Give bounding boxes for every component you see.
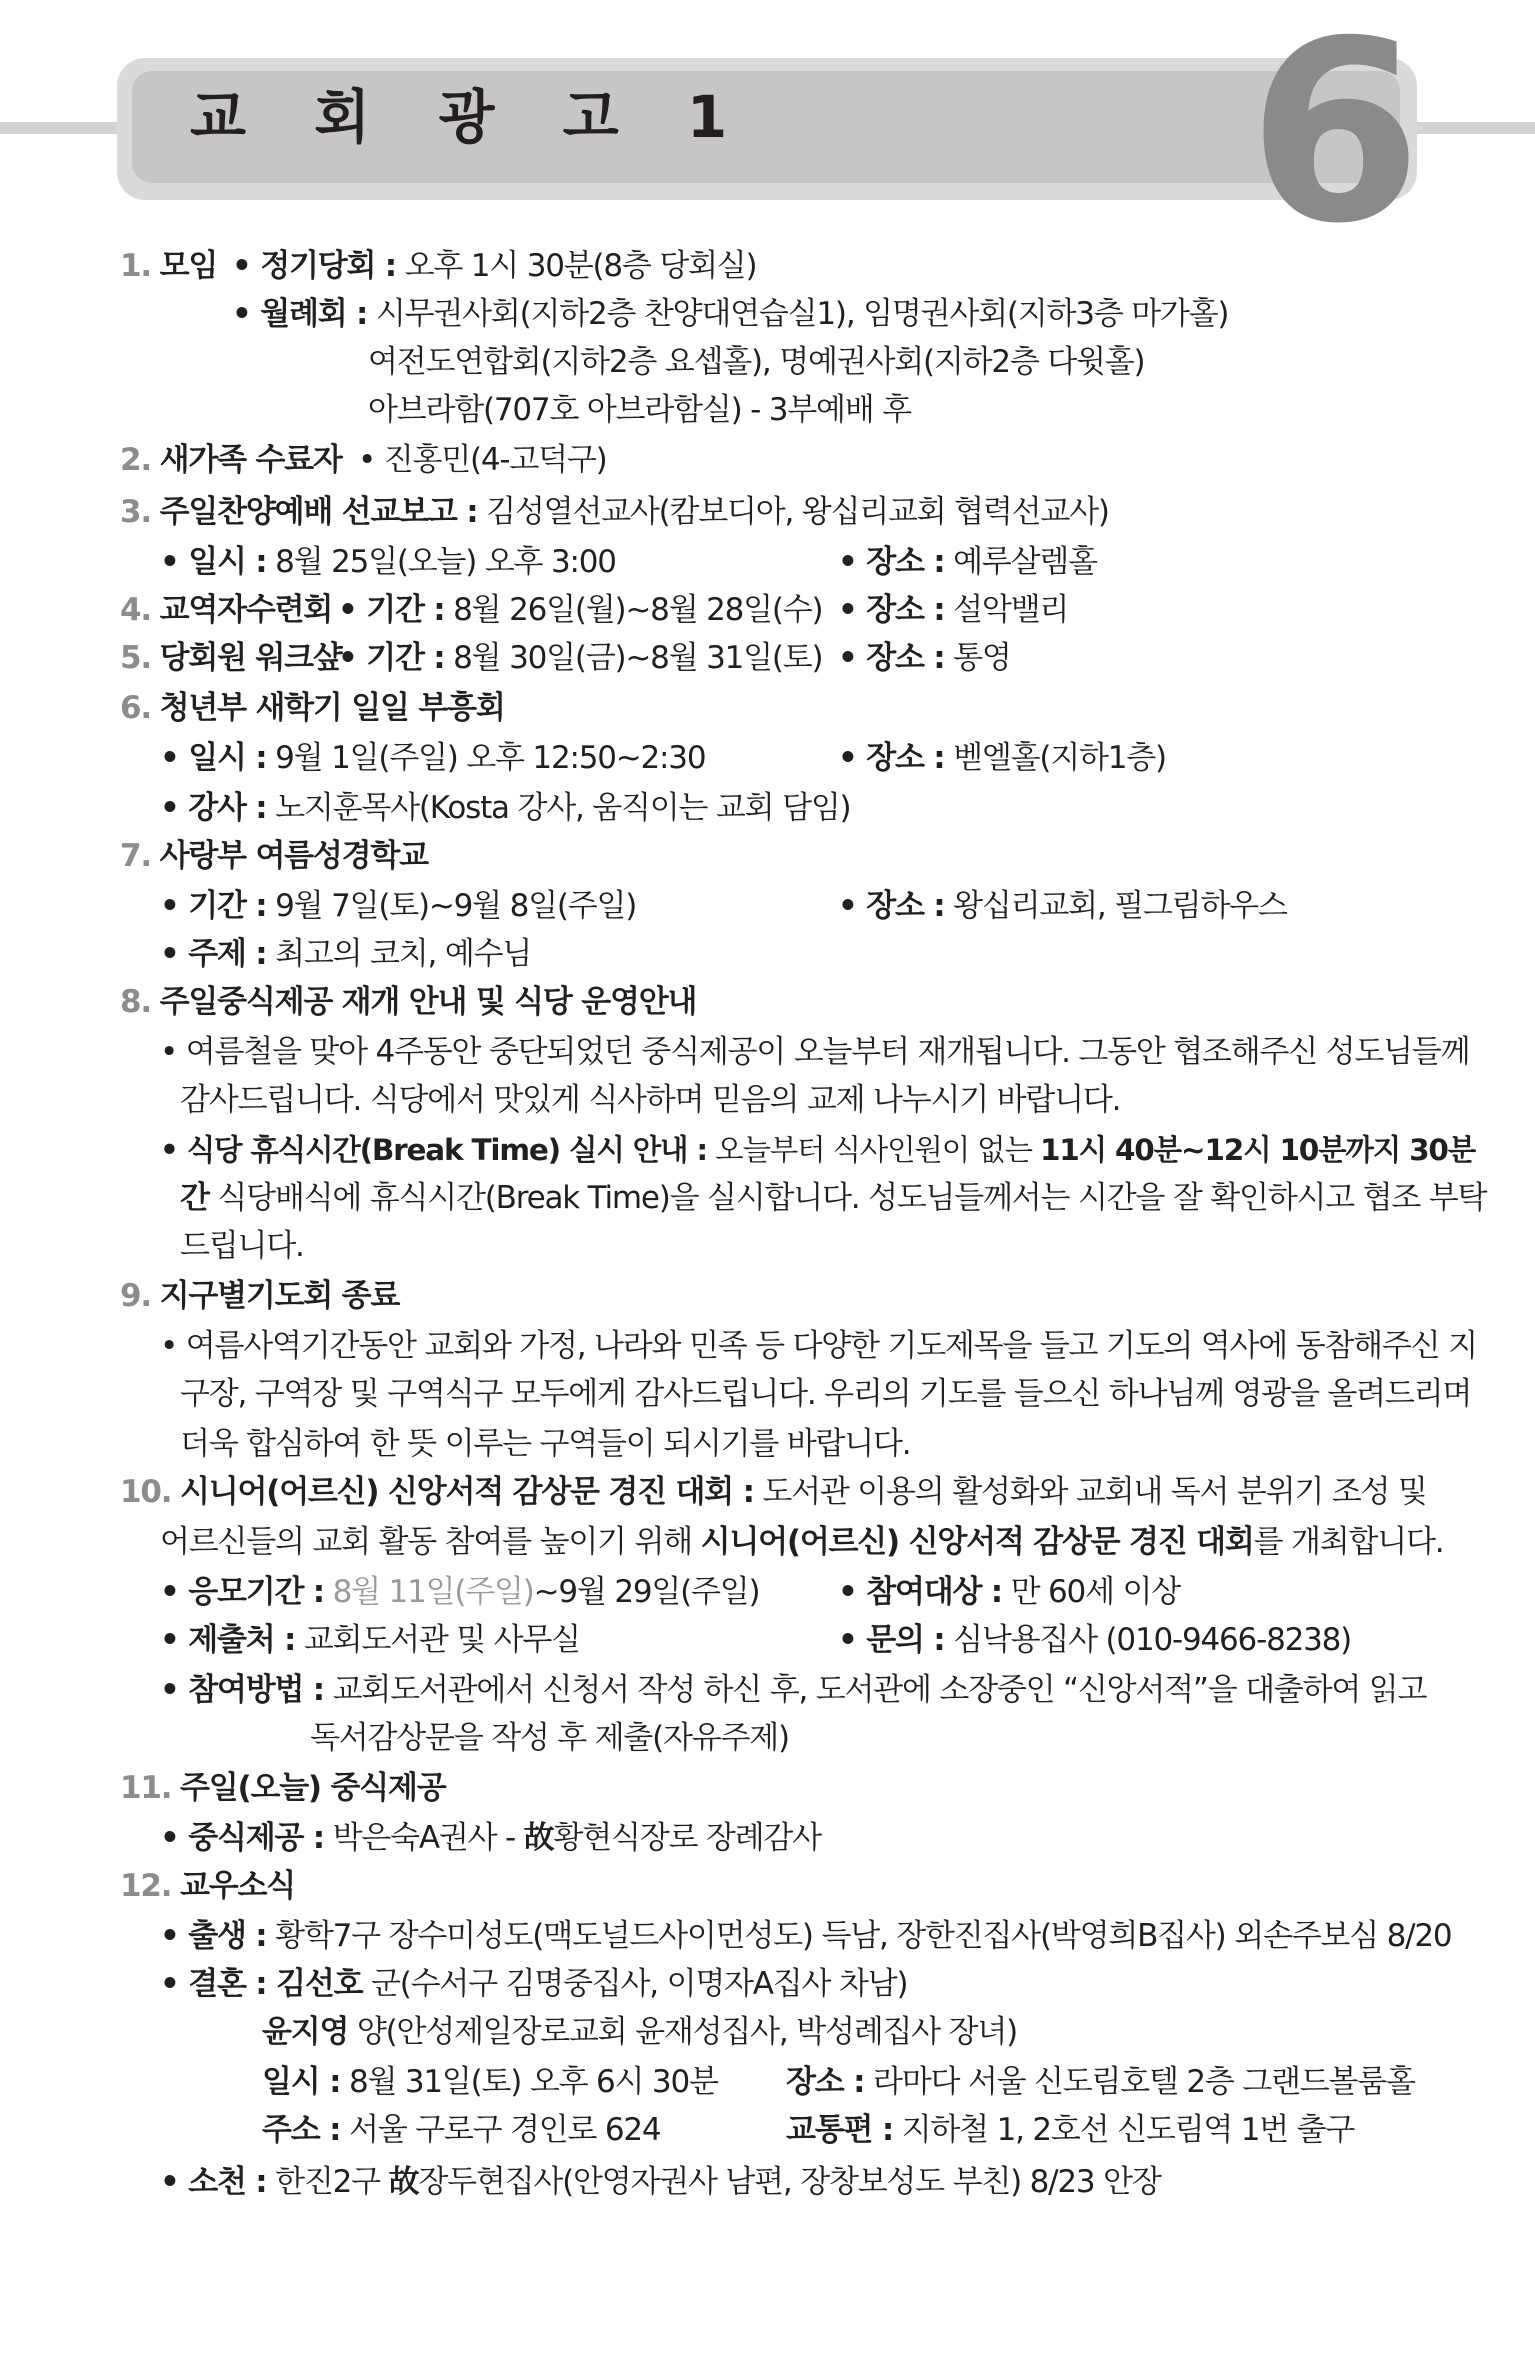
section-6-heading: 6. 청년부 새학기 일일 부흥회 [120, 690, 505, 726]
section-3-place: • 장소 : 예루살렘홀 [838, 544, 1097, 580]
section-7-date: • 기간 : 9월 7일(토)~9월 8일(주일) [160, 888, 637, 924]
section-7-theme: • 주제 : 최고의 코치, 예수님 [160, 936, 532, 972]
section-1-line-1: • 정기당회 : 오후 1시 30분(8층 당회실) [232, 248, 757, 284]
section-3-date: • 일시 : 8월 25일(오늘) 오후 3:00 [160, 544, 616, 580]
section-10-target: • 참여대상 : 만 60세 이상 [838, 1574, 1180, 1610]
section-7-heading: 7. 사랑부 여름성경학교 [120, 838, 428, 874]
section-9-heading: 9. 지구별기도회 종료 [120, 1278, 400, 1314]
section-10-line-2: 어르신들의 교회 활동 참여를 높이기 위해 시니어(어르신) 신앙서적 감상문 경진 대회를 개최합니다. [160, 1524, 1444, 1560]
section-8-bullet-1-line-1: • 여름철을 맞아 4주동안 중단되었던 중식제공이 오늘부터 재개됩니다. 그동안 협조해주신 성도님들께 [160, 1034, 1470, 1070]
section-8-heading: 8. 주일중식제공 재개 안내 및 식당 운영안내 [120, 984, 697, 1020]
section-8-bullet-2-line-1: • 식당 휴식시간(Break Time) 실시 안내 : 오늘부터 식사인원이 없는 11시 40분~12시 10분까지 30분 [160, 1133, 1476, 1167]
section-5-heading: 5. 당회원 워크샾 [120, 640, 342, 676]
section-6-speaker: • 강사 : 노지훈목사(Kosta 강사, 움직이는 교회 담임) [160, 790, 851, 826]
section-8-bullet-2-line-2: 간 식당배식에 휴식시간(Break Time)을 실시합니다. 성도님들께서는 시간을 잘 확인하시고 협조 부탁 [180, 1180, 1487, 1216]
section-7-place: • 장소 : 왕십리교회, 필그림하우스 [838, 888, 1287, 924]
section-12-wedding-address: 주소 : 서울 구로구 경인로 624 [262, 2112, 661, 2148]
page-title: 교 회 광 고 1 [190, 83, 752, 151]
section-11-heading: 11. 주일(오늘) 중식제공 [120, 1770, 446, 1806]
section-2-heading: 2. 새가족 수료자 [120, 442, 342, 478]
section-1-line-2: • 월례회 : 시무권사회(지하2층 찬양대연습실1), 임명권사회(지하3층 마가홀) [232, 296, 1229, 332]
section-11-text: • 중식제공 : 박은숙A권사 - 故황현식장로 장례감사 [160, 1820, 821, 1856]
section-8-bullet-2-line-3: 드립니다. [180, 1228, 304, 1264]
section-3-heading: 3. 주일찬양예배 선교보고 : 김성열선교사(캄보디아, 왕십리교회 협력선교사) [120, 494, 1109, 530]
section-12-wedding-venue: 장소 : 라마다 서울 신도림호텔 2층 그랜드볼룸홀 [786, 2064, 1415, 2100]
section-10-submit: • 제출처 : 교회도서관 및 사무실 [160, 1622, 580, 1658]
section-1-line-3: 여전도연합회(지하2층 요셉홀), 명예권사회(지하2층 다윗홀) [368, 344, 1145, 380]
section-5-date: • 기간 : 8월 30일(금)~8월 31일(토) [338, 640, 823, 676]
section-10-period: • 응모기간 : 8월 11일(주일)~9월 29일(주일) [160, 1574, 760, 1610]
section-10-method: • 참여방법 : 교회도서관에서 신청서 작성 하신 후, 도서관에 소장중인 “신앙서적”을 대출하여 읽고 [160, 1672, 1427, 1708]
section-6-place: • 장소 : 벧엘홀(지하1층) [838, 740, 1166, 776]
section-1-heading: 1. 모임 [120, 248, 218, 284]
section-12-wedding-transport: 교통편 : 지하철 1, 2호선 신도림역 1번 출구 [786, 2112, 1355, 2148]
section-12-birth: • 출생 : 황학7구 장수미성도(맥도널드사이먼성도) 득남, 장한진집사(박영희B집사) 외손주보심 8/20 [160, 1918, 1452, 1954]
section-1-line-4: 아브라함(707호 아브라함실) - 3부예배 후 [368, 392, 911, 428]
section-12-death: • 소천 : 한진2구 故장두현집사(안영자권사 남편, 장창보성도 부친) 8/23 안장 [160, 2164, 1161, 2200]
section-12-bride: 윤지영 양(안성제일장로교회 윤재성집사, 박성례집사 장녀) [262, 2014, 1017, 2050]
section-4-place: • 장소 : 설악밸리 [838, 592, 1069, 628]
page-number: 6 [1248, 0, 1416, 278]
section-4-date: • 기간 : 8월 26일(월)~8월 28일(수) [338, 592, 823, 628]
section-9-line-3: 더욱 합심하여 한 뜻 이루는 구역들이 되시기를 바랍니다. [180, 1426, 911, 1462]
section-12-wedding: • 결혼 : 김선호 군(수서구 김명중집사, 이명자A집사 차남) [160, 1966, 908, 2002]
section-5-place: • 장소 : 통영 [838, 640, 1011, 676]
section-10-heading: 10. 시니어(어르신) 신앙서적 감상문 경진 대회 : 도서관 이용의 활성화와 교회내 독서 분위기 조성 및 [120, 1474, 1427, 1510]
section-12-wedding-date: 일시 : 8월 31일(토) 오후 6시 30분 [262, 2064, 718, 2100]
section-4-heading: 4. 교역자수련회 [120, 592, 333, 628]
section-9-line-2: 구장, 구역장 및 구역식구 모두에게 감사드립니다. 우리의 기도를 들으신 하나님께 영광을 올려드리며 [180, 1376, 1472, 1412]
section-10-method-line-2: 독서감상문을 작성 후 제출(자유주제) [310, 1720, 789, 1756]
section-8-bullet-1-line-2: 감사드립니다. 식당에서 맛있게 식사하며 믿음의 교제 나누시기 바랍니다. [180, 1082, 1121, 1118]
section-10-inquiry: • 문의 : 심낙용집사 (010-9466-8238) [838, 1622, 1352, 1658]
section-2-text: • 진홍민(4-고덕구) [358, 442, 607, 478]
section-12-heading: 12. 교우소식 [120, 1868, 295, 1904]
section-6-date: • 일시 : 9월 1일(주일) 오후 12:50~2:30 [160, 740, 706, 776]
section-9-line-1: • 여름사역기간동안 교회와 가정, 나라와 민족 등 다양한 기도제목을 들고 기도의 역사에 동참해주신 지 [160, 1328, 1477, 1364]
